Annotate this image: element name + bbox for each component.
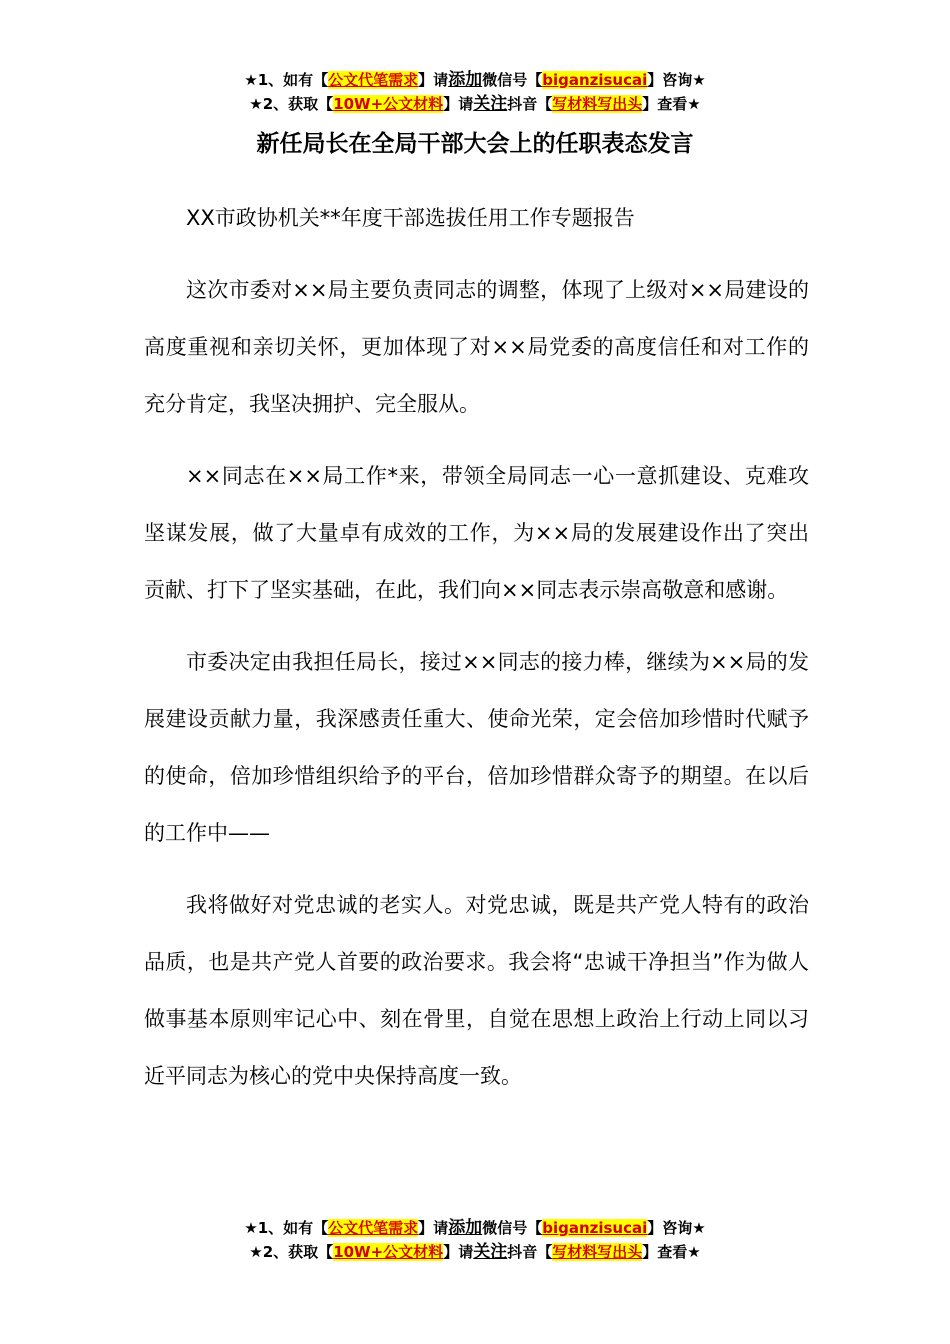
banner-text: 】请 [418,1219,449,1237]
banner-text: 】咨询★ [647,71,706,89]
banner-wechat-id: biganzisucai [542,71,648,89]
banner-line-2 [0,92,950,116]
banner-emphasis: 添加 [448,70,483,90]
banner-text: 】查看★ [642,1243,701,1261]
banner-highlight: 公文代笔需求 [328,71,419,89]
banner-emphasis: 关注 [473,1242,508,1262]
banner-emphasis: 添加 [448,1218,483,1238]
banner-line-1 [0,68,950,92]
paragraph: 我将做好对党忠诚的老实人。对党忠诚，既是共产党人特有的政治品质，也是共产党人首要的政治要求。我会将“忠诚干净担当”作为做人做事基本原则牢记心中、刻在骨里，自觉在思想上政治上行动上同以习近平同志为核心的党中央保持高度一致。 [144,893,809,1088]
banner-text: ★1、如有【 [244,1219,329,1237]
banner-text: ★2、获取【 [249,95,334,113]
banner-text: 】请 [418,71,449,89]
banner-text: ★2、获取【 [249,1243,334,1261]
paragraph: ××同志在××局工作*来，带领全局同志一心一意抓建设、克难攻坚谋发展，做了大量卓有成效的工作，为××局的发展建设作出了突出贡献、打下了坚实基础，在此，我们向××同志表示崇高敬意和感谢。 [144,464,809,602]
banner-text: 微信号【 [482,1219,543,1237]
banner-text: 微信号【 [482,71,543,89]
banner-emphasis: 关注 [473,94,508,114]
paragraph: 这次市委对××局主要负责同志的调整，体现了上级对××局建设的高度重视和亲切关怀，更加体现了对××局党委的高度信任和对工作的充分肯定，我坚决拥护、完全服从。 [144,278,809,416]
banner-text: 】请 [443,95,474,113]
banner-text: 】咨询★ [647,1219,706,1237]
banner-line-2 [0,1240,950,1264]
footer-banner [0,1216,950,1264]
banner-text: ★1、如有【 [244,71,329,89]
header-banner [0,68,950,116]
paragraph: XX市政协机关**年度干部选拔任用工作专题报告 [186,206,635,230]
document-body [144,190,809,1120]
banner-line-1 [0,1216,950,1240]
banner-text: 抖音【 [507,1243,553,1261]
banner-highlight: 10W+公文材料 [333,1243,444,1261]
banner-highlight: 公文代笔需求 [328,1219,419,1237]
paragraph: 市委决定由我担任局长，接过××同志的接力棒，继续为××局的发展建设贡献力量，我深感责任重大、使命光荣，定会倍加珍惜时代赋予的使命，倍加珍惜组织给予的平台，倍加珍惜群众寄予的期望。在以后的工作中—— [144,650,809,845]
banner-douyin-id: 写材料写出头 [552,1243,643,1261]
banner-text: 抖音【 [507,95,553,113]
document-title: 新任局长在全局干部大会上的任职表态发言 [256,131,694,157]
banner-highlight: 10W+公文材料 [333,95,444,113]
banner-douyin-id: 写材料写出头 [552,95,643,113]
banner-text: 】请 [443,1243,474,1261]
banner-text: 】查看★ [642,95,701,113]
banner-wechat-id: biganzisucai [542,1219,648,1237]
